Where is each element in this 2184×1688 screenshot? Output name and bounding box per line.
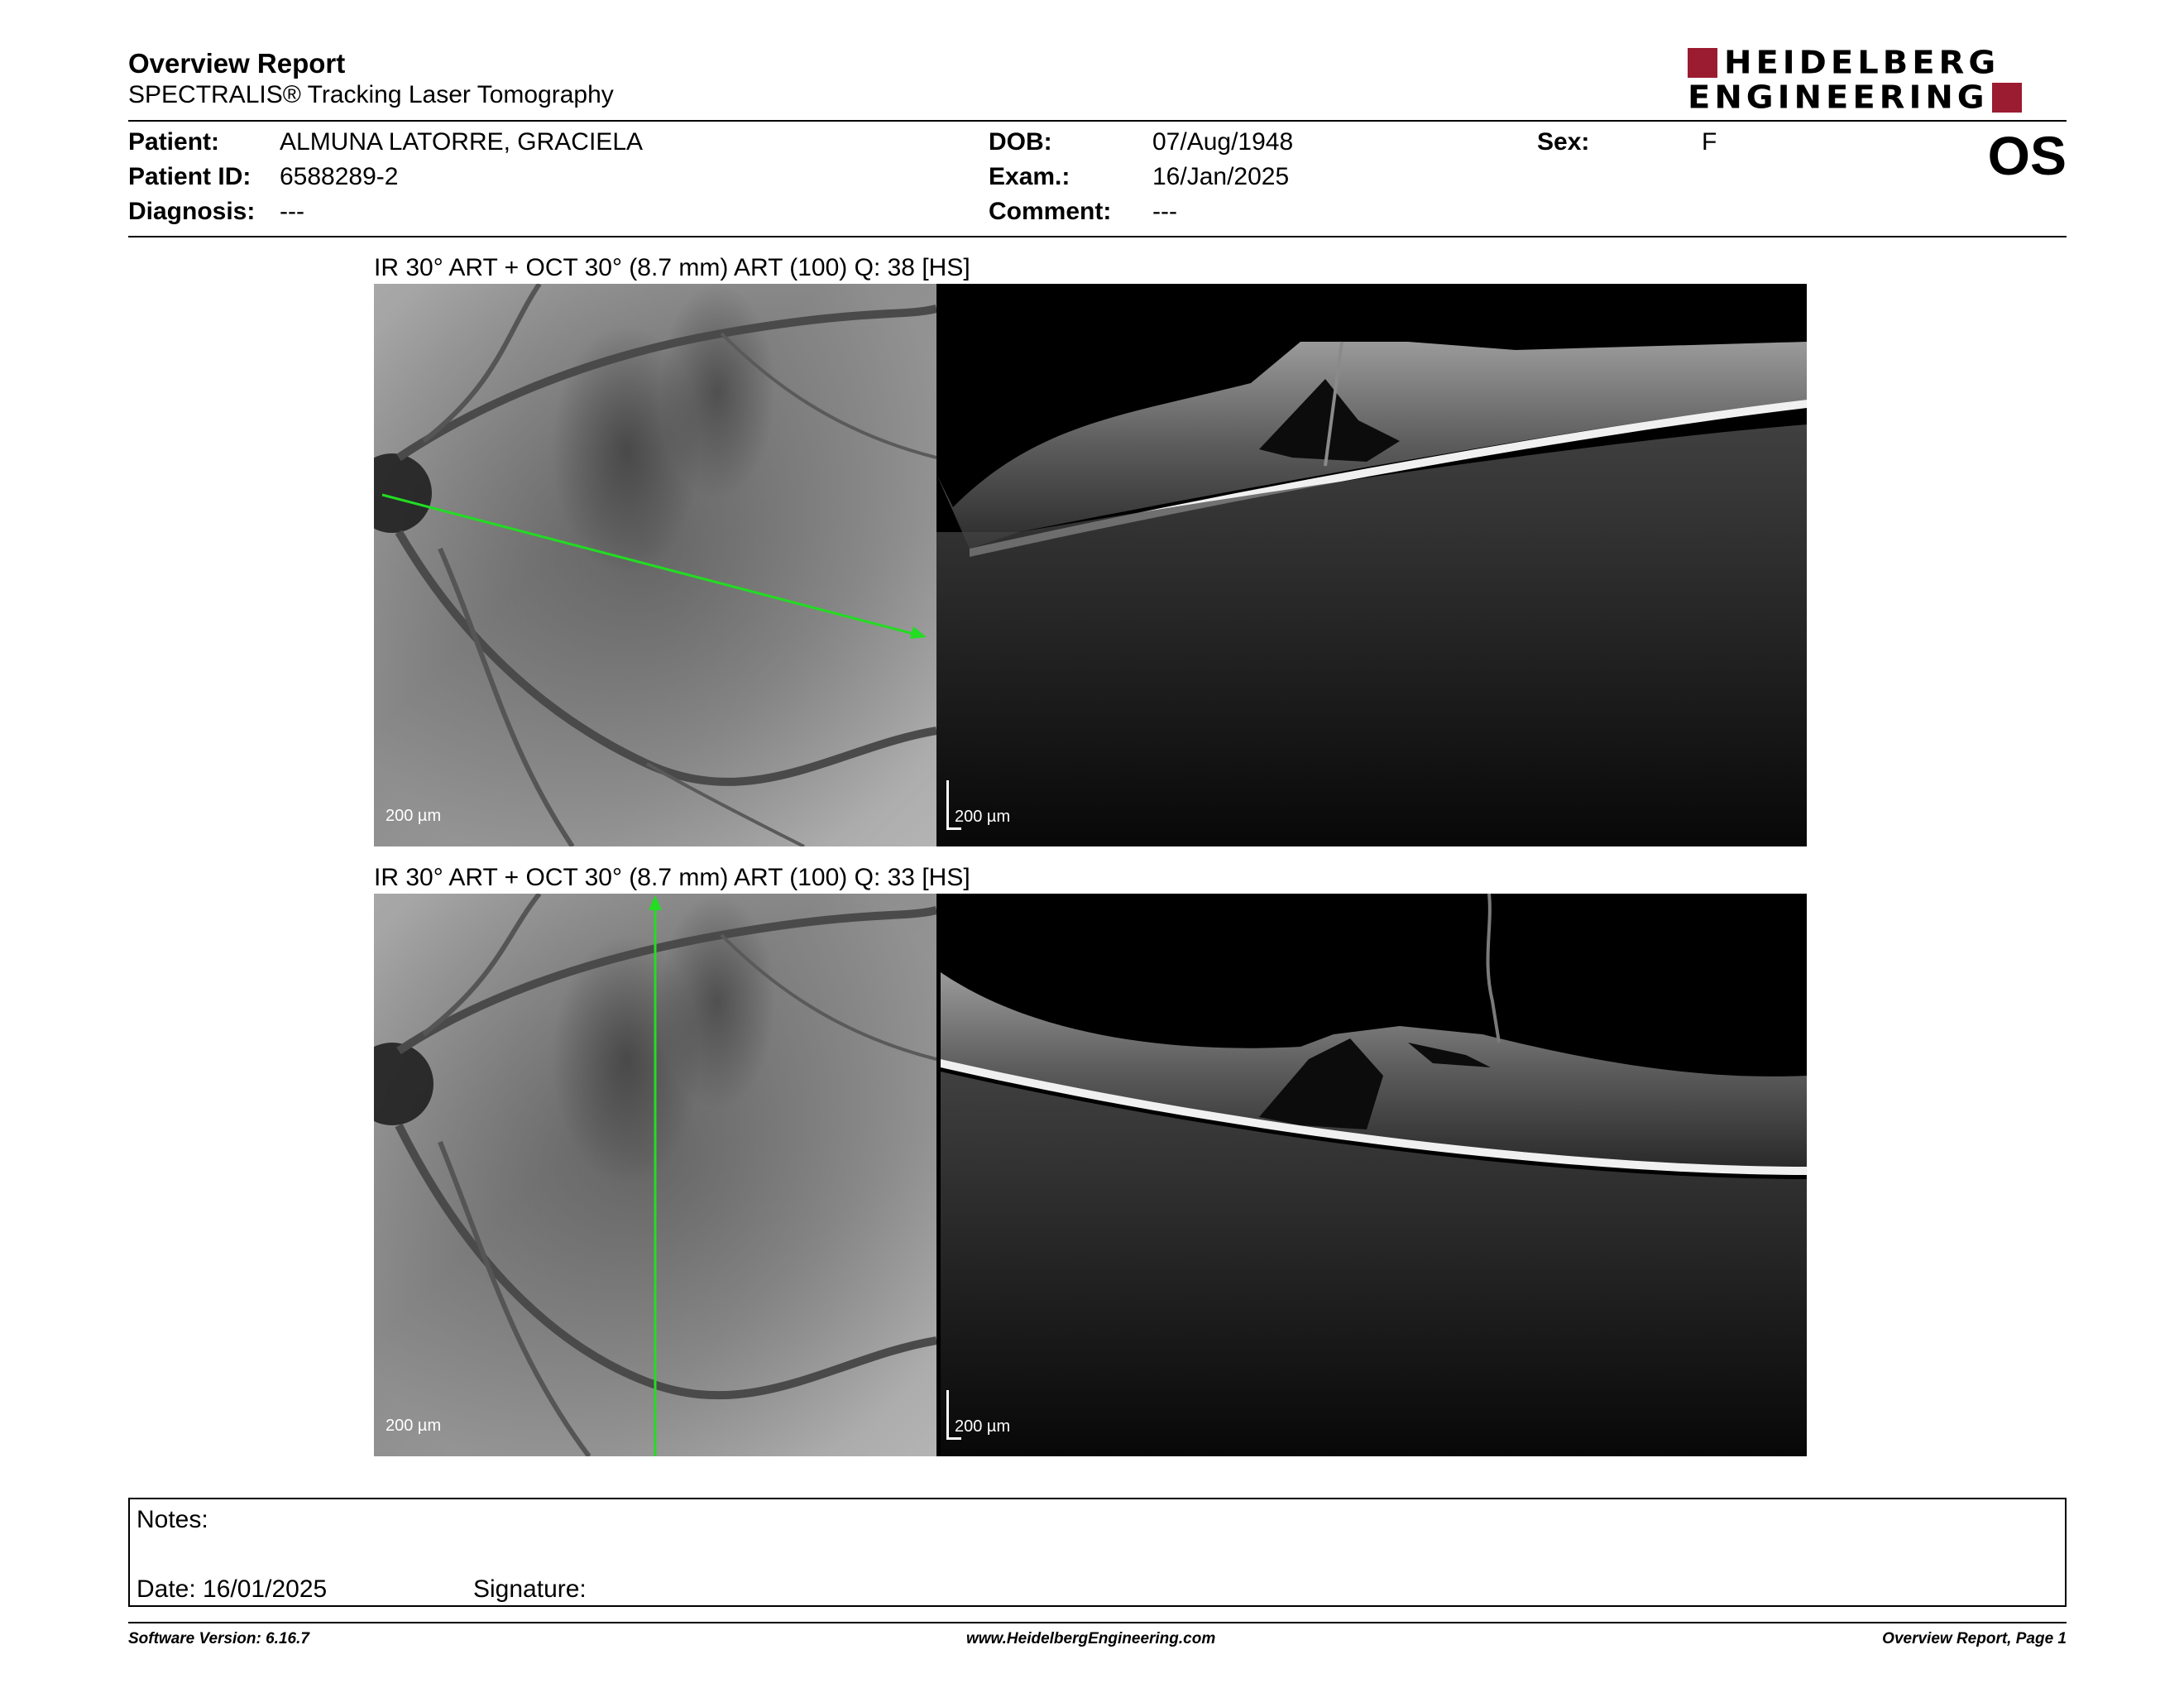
logo-square-icon (1688, 48, 1717, 78)
patient-id-label: Patient ID: (128, 163, 251, 190)
comment-label: Comment: (989, 198, 1112, 225)
comment-value: --- (1152, 198, 1177, 225)
patient-divider (128, 236, 2067, 237)
eye-indicator: OS (1987, 125, 2067, 186)
patient-name: ALMUNA LATORRE, GRACIELA (280, 128, 644, 156)
logo-square-icon (1992, 83, 2022, 113)
oct-scale-bar-foot (946, 1437, 961, 1440)
fundus-scale-label: 200 µm (386, 1417, 442, 1435)
report-subtitle: SPECTRALIS® Tracking Laser Tomography (128, 81, 614, 108)
scan-caption: IR 30° ART + OCT 30° (8.7 mm) ART (100) Q: 38 [HS] (374, 254, 970, 281)
oct-scale-label: 200 µm (955, 808, 1011, 826)
dob-label: DOB: (989, 128, 1052, 156)
header-divider (128, 120, 2067, 122)
fundus-scale-label: 200 µm (386, 807, 442, 825)
signature-label: Signature: (473, 1575, 587, 1603)
sex-value: F (1702, 128, 1717, 156)
oct-scale-bar-foot (946, 827, 961, 830)
notes-box[interactable] (128, 1498, 2067, 1607)
oct-bscan[interactable] (936, 284, 1807, 846)
oct-retina-layers (936, 894, 1807, 1456)
oct-scale-bar (946, 1390, 949, 1440)
software-version: Software Version: 6.16.7 (128, 1630, 309, 1647)
dob-value: 07/Aug/1948 (1152, 128, 1294, 156)
heidelberg-logo (1688, 46, 2067, 118)
logo-line1: HEIDELBERG (1724, 45, 2000, 81)
oct-bscan[interactable] (936, 894, 1807, 1456)
logo-line2: ENGINEERING (1688, 79, 1989, 116)
oct-scale-bar (946, 780, 949, 830)
website-link[interactable]: www.HeidelbergEngineering.com (966, 1630, 1216, 1647)
notes-label: Notes: (136, 1506, 208, 1533)
diagnosis-value: --- (280, 198, 304, 225)
fundus-image[interactable] (374, 894, 936, 1456)
scan-line-arrow (374, 894, 936, 1456)
patient-id: 6588289-2 (280, 163, 399, 190)
date-label: Date: 16/01/2025 (136, 1575, 328, 1603)
scan-line-arrow (374, 284, 936, 846)
exam-label: Exam.: (989, 163, 1070, 190)
exam-value: 16/Jan/2025 (1152, 163, 1290, 190)
scan-caption: IR 30° ART + OCT 30° (8.7 mm) ART (100) Q: 33 [HS] (374, 864, 970, 891)
diagnosis-label: Diagnosis: (128, 198, 256, 225)
fundus-image[interactable] (374, 284, 936, 846)
footer-divider (128, 1622, 2067, 1623)
page-number: Overview Report, Page 1 (1882, 1630, 2067, 1647)
oct-scale-label: 200 µm (955, 1417, 1011, 1436)
sex-label: Sex: (1537, 128, 1590, 156)
report-title: Overview Report (128, 48, 346, 79)
patient-label: Patient: (128, 128, 220, 156)
oct-retina-layers (936, 284, 1807, 846)
